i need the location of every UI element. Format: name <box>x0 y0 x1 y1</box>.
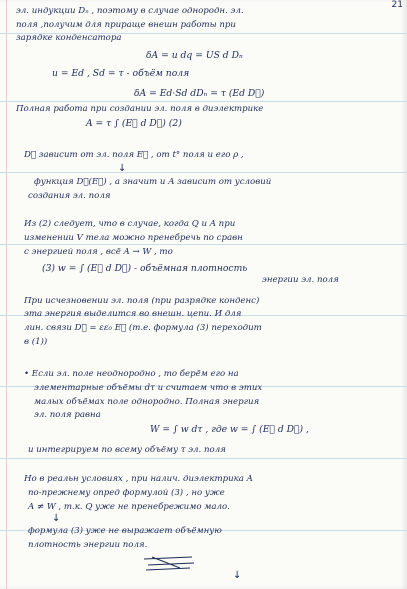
formula-line: u = Ed , Sd = τ - объём поля <box>52 68 190 79</box>
text-line: и интегрируем по всему объёму τ эл. поля <box>28 445 226 455</box>
ruling <box>0 101 407 102</box>
text-line: • Если эл. поле неоднородно , то берём его на <box>24 369 239 379</box>
text-line: Из (2) следует, что в случае, когда Q и A при <box>24 219 236 229</box>
text-line: с энергией поля , всё A → W , то <box>24 247 173 257</box>
text-line: При исчезновении эл. поля (при разрядке конденс) <box>24 296 260 306</box>
text-line: функция D⃗(E⃗) , а значит и A зависит от условий <box>34 177 272 187</box>
text-line: лин. связи D⃗ = εε₀ E⃗ (т.е. формула (3) переходит <box>24 323 262 333</box>
text-line: создания эл. поля <box>28 191 111 201</box>
arrow-down-icon: ↓ <box>118 163 127 174</box>
formula-line: δA = Ed·Sd dDₙ = τ (Ed D⃗) <box>134 88 265 99</box>
text-line: поля ,получим для прираще внешн работы при <box>16 20 236 30</box>
text-line: эл. индукции Dₙ , поэтому в случае однородн. эл. <box>16 6 244 16</box>
formula-line: δA = u dq = US d Dₙ <box>146 50 243 61</box>
text-line: энергии эл. поля <box>262 275 339 285</box>
text-line: формула (3) уже не выражает объёмную <box>28 526 222 536</box>
text-line: Но в реальн условиях , при налич. диэлектрика A <box>24 474 253 484</box>
text-line: A ≠ W , т.к. Q уже не пренебрежимо мало. <box>28 502 230 512</box>
arrow-down-icon: ↓ <box>52 513 61 524</box>
signature-squiggle <box>140 553 200 573</box>
text-line: эта энергия выделится во внешн. цепи. И для <box>24 309 242 319</box>
text-line: зарядке конденсатора <box>16 33 122 43</box>
arrow-down-icon: ↓ <box>233 570 242 581</box>
ruling <box>0 244 407 245</box>
text-line: D⃗ зависит от эл. поля E⃗ , от t° поля и его ρ , <box>24 150 244 160</box>
ruling <box>0 458 407 459</box>
formula-line: A = τ ∫ (E⃗ d D⃗) (2) <box>86 118 182 129</box>
text-line: малых объёмах поле однородно. Полная энергия <box>34 397 260 407</box>
page-number: 21 <box>391 0 403 10</box>
text-line: элементарные объёмы dτ и считаем что в этих <box>34 383 263 393</box>
text-line: Полная работа при создании эл. поля в диэлектрике <box>16 104 264 114</box>
margin-line <box>6 0 7 589</box>
ruling <box>0 172 407 173</box>
formula-line: W = ∫ w dτ , где w = ∫ (E⃗ d D⃗) , <box>150 424 309 435</box>
text-line: в (1)) <box>24 337 48 347</box>
text-line: эл. поля равна <box>34 410 101 420</box>
text-line: плотность энергии поля. <box>28 540 148 550</box>
text-line: изменении V тела можно пренебречь по сравн <box>24 233 243 243</box>
formula-line: (3) w = ∫ (E⃗ d D⃗) - объёмная плотность <box>42 263 248 274</box>
text-line: по-прежнему опред формулой (3) , но уже <box>28 488 225 498</box>
